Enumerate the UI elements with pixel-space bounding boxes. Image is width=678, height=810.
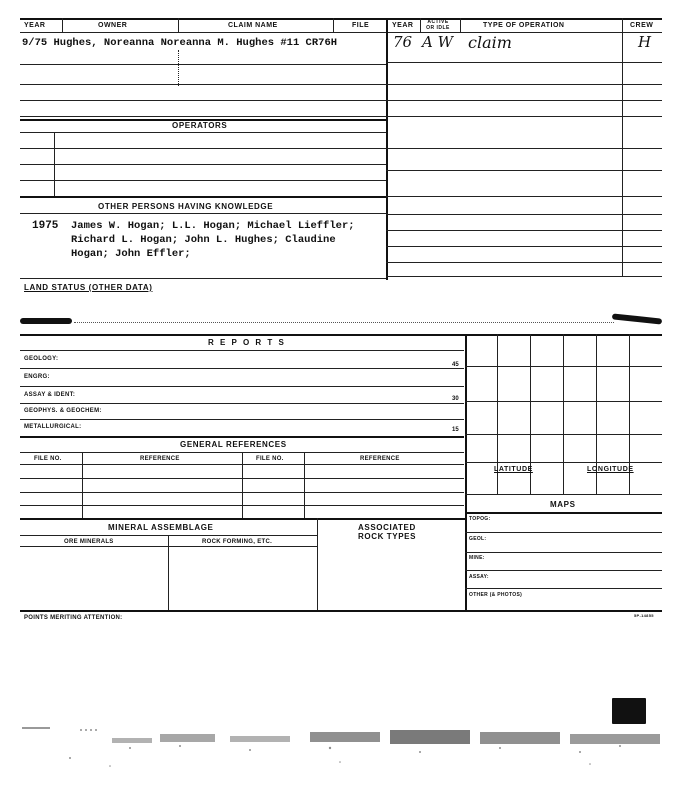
assoc-line-2: ROCK TYPES (358, 532, 417, 541)
row-line (20, 132, 386, 133)
row-line (386, 148, 662, 149)
row-line (20, 386, 464, 387)
scan-mark (20, 318, 72, 324)
reports-marker-45: 45 (452, 362, 459, 368)
grid-col (563, 334, 564, 494)
maps-other: OTHER (& PHOTOS) (469, 592, 523, 598)
maps-mine: MINE: (469, 555, 485, 561)
col-divider (317, 518, 318, 610)
mineral-title: MINERAL ASSEMBLAGE (108, 523, 214, 532)
scan-noise (20, 718, 664, 778)
points-top-border (20, 610, 662, 612)
row-line (386, 100, 662, 101)
mineral-top-border (20, 518, 465, 520)
maps-assay: ASSAY: (469, 574, 489, 580)
reports-title: R E P O R T S (208, 338, 286, 347)
header-active-idle: ACTIVE OR IDLE (426, 19, 450, 31)
row-line (20, 180, 386, 181)
row-line (386, 214, 662, 215)
col-divider (54, 132, 55, 196)
header-owner: OWNER (98, 22, 128, 29)
header-claim-name: CLAIM NAME (228, 22, 278, 29)
others-title: OTHER PERSONS HAVING KNOWLEDGE (98, 202, 274, 211)
refs-col-file-1: FILE NO. (34, 456, 62, 462)
scan-mark (612, 313, 662, 324)
grid-row (465, 401, 662, 402)
form-number: 5P-14855 (634, 613, 654, 618)
header-year: YEAR (24, 22, 46, 29)
record-hand-status: A W (422, 33, 454, 51)
header-file: FILE (352, 22, 370, 29)
crew-divider (622, 18, 623, 276)
others-top-border (20, 196, 386, 198)
others-line-1: James W. Hogan; L.L. Hogan; Michael Lieffler; (71, 220, 355, 232)
grid-row (465, 434, 662, 435)
reports-marker-30: 30 (452, 396, 459, 402)
row-line (386, 246, 662, 247)
header-year-2: YEAR (392, 22, 414, 29)
right-panel-divider (465, 334, 467, 610)
latitude-label: LATITUDE (494, 466, 533, 473)
row-line (20, 116, 386, 117)
refs-top-border (20, 436, 464, 438)
row-line (20, 84, 386, 85)
longitude-label: LONGITUDE (587, 466, 634, 473)
record-hand-year: 76 (393, 33, 413, 51)
row-line (386, 262, 662, 263)
row-line (386, 116, 662, 117)
header-crew: CREW (630, 22, 654, 29)
row-line (386, 276, 662, 277)
maps-geol: GEOL: (469, 536, 487, 542)
land-status-label: LAND STATUS (OTHER DATA) (24, 283, 153, 292)
header-underline (20, 32, 662, 33)
record-entry: 9/75 Hughes, Noreanna Noreanna M. Hughes #11 CR76H (22, 37, 338, 49)
row-line (20, 368, 464, 369)
col-divider (178, 18, 179, 32)
maps-topog: TOPOG: (469, 516, 491, 522)
row-line (20, 419, 464, 420)
record-hand-operation: claim (468, 33, 512, 52)
reports-geology: GEOLOGY: (24, 356, 59, 362)
reports-assay: ASSAY & IDENT: (24, 392, 76, 398)
row-line (20, 403, 464, 404)
row-line (20, 213, 386, 214)
row-line (386, 84, 662, 85)
record-hand-crew: H (638, 33, 652, 51)
dotted-line (74, 322, 614, 323)
others-line-2: Richard L. Hogan; John L. Hughes; Claudine (71, 234, 336, 246)
operators-title: OPERATORS (172, 121, 228, 130)
col-divider (460, 18, 461, 32)
refs-col-file-2: FILE NO. (256, 456, 284, 462)
points-label: POINTS MERITING ATTENTION: (24, 615, 123, 621)
others-line-3: Hogan; John Effler; (71, 248, 191, 260)
col-divider (420, 18, 421, 32)
row-line (465, 570, 662, 571)
header-type-of-operation: TYPE OF OPERATION (483, 22, 565, 29)
reports-geophys: GEOPHYS. & GEOCHEM: (24, 408, 102, 414)
row-line (386, 230, 662, 231)
col-divider (168, 535, 169, 610)
row-line (20, 164, 386, 165)
row-line (386, 170, 662, 171)
row-line (20, 100, 386, 101)
col-divider (62, 18, 63, 32)
col-divider (304, 452, 305, 518)
reports-engrg: ENGRG: (24, 374, 50, 380)
refs-title: GENERAL REFERENCES (180, 440, 287, 449)
mineral-ore: ORE MINERALS (64, 539, 114, 545)
grid-row (465, 366, 662, 367)
main-divider (386, 18, 388, 280)
col-divider (242, 452, 243, 518)
assoc-line-1: ASSOCIATED (358, 523, 416, 532)
reports-metallurgical: METALLURGICAL: (24, 424, 82, 430)
refs-col-reference-2: REFERENCE (360, 456, 400, 462)
maps-title: MAPS (550, 500, 576, 509)
row-line (386, 62, 662, 63)
row-line (20, 350, 464, 351)
row-line (20, 148, 386, 149)
col-divider (82, 452, 83, 518)
col-divider (178, 50, 179, 86)
grid-row (465, 462, 662, 463)
mineral-rock-forming: ROCK FORMING, ETC. (202, 539, 273, 545)
maps-top-border (465, 512, 662, 514)
row-line (465, 552, 662, 553)
row-line (465, 588, 662, 589)
others-year: 1975 (32, 220, 59, 232)
row-line (386, 196, 662, 197)
refs-col-reference-1: REFERENCE (140, 456, 180, 462)
top-border (20, 18, 662, 20)
col-divider (333, 18, 334, 32)
row-line (20, 278, 386, 279)
row-line (465, 494, 662, 495)
row-line (20, 64, 386, 65)
reports-marker-15: 15 (452, 427, 459, 433)
reports-top-border (20, 334, 662, 336)
row-line (465, 532, 662, 533)
